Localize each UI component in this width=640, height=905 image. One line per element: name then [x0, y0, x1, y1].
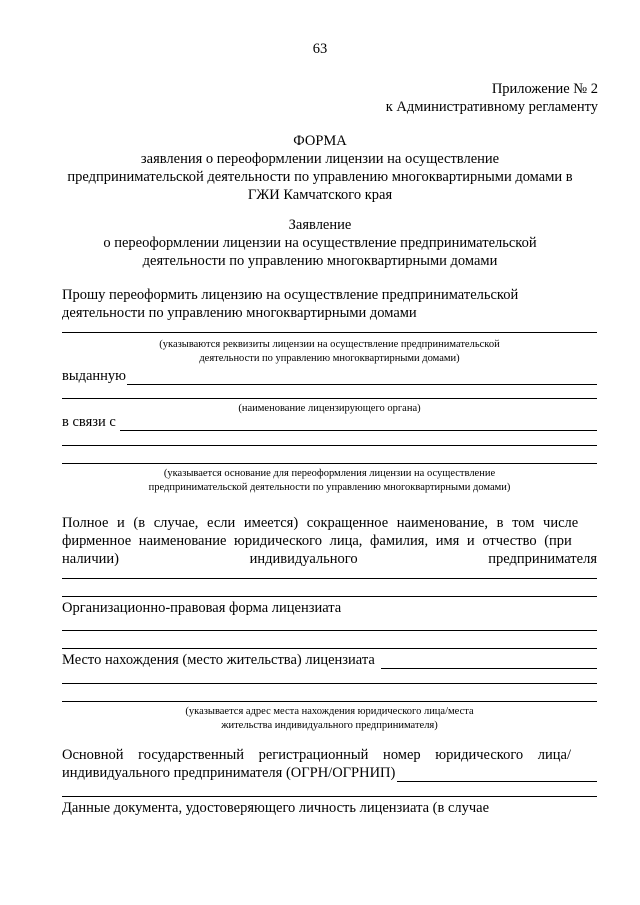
full-name-line-2 — [62, 532, 597, 550]
full-name-line-1 — [62, 514, 597, 532]
request-line-1: Прошу переоформить лицензию на осуществление предпринимательской — [62, 287, 519, 303]
issued-hint: (наименование лицензирующего органа) — [238, 403, 421, 414]
form-heading-line-1: заявления о переоформлении лицензии на осуществление — [140, 151, 500, 167]
form-heading-line-2: предпринимательской деятельности по управлению многоквартирными домами в — [67, 169, 573, 185]
application-heading-title: Заявление — [288, 217, 352, 233]
location-field-line-2[interactable] — [62, 683, 597, 684]
full-name-paragraph — [62, 514, 597, 568]
issued-label: выданную — [62, 368, 127, 384]
ogrn-row — [62, 764, 597, 782]
identity-label: Данные документа, удостоверяющего личность лицензиата (в случае — [62, 800, 490, 816]
reason-hint-line-2: предпринимательской деятельности по управлению многоквартирными домами) — [148, 482, 511, 493]
form-heading — [40, 132, 600, 204]
ogrn-field[interactable] — [397, 768, 597, 782]
request-line-2: деятельности по управлению многоквартирными домами — [62, 305, 417, 321]
license-details-hint-line-1: (указываются реквизиты лицензии на осуществление предпринимательской — [159, 339, 500, 350]
application-heading-line-1: о переоформлении лицензии на осуществление предпринимательской — [103, 235, 537, 251]
page-number: 63 — [312, 41, 328, 57]
reason-field[interactable] — [120, 417, 597, 431]
location-label: Место нахождения (место жительства) лицензиата — [62, 652, 375, 668]
form-heading-title: ФОРМА — [293, 133, 347, 149]
full-name-field-line-1[interactable] — [62, 578, 597, 579]
issued-field-extra[interactable] — [62, 398, 597, 399]
license-details-field[interactable] — [62, 332, 597, 333]
application-heading-line-2: деятельности по управлению многоквартирными домами — [142, 253, 498, 269]
form-heading-line-3: ГЖИ Камчатского края — [247, 187, 393, 203]
appendix-block — [386, 80, 598, 116]
request-text — [62, 286, 518, 322]
full-name-line-2-text: фирменное наименование юридического лица, фамилия, имя и отчество (при — [62, 533, 572, 549]
appendix-line-2: к Административному регламенту — [385, 99, 598, 115]
legal-form-field-line-2[interactable] — [62, 648, 597, 649]
full-name-word-2: индивидуального — [249, 551, 358, 567]
reason-hint — [62, 467, 597, 495]
issued-field[interactable] — [127, 371, 597, 385]
full-name-word-3: предпринимателя — [488, 551, 597, 567]
reason-field-line-2[interactable] — [62, 445, 597, 446]
full-name-line-1-text: Полное и (в случае, если имеется) сокращенное наименование, в том числе — [62, 515, 579, 531]
application-heading — [40, 216, 600, 270]
location-field-line-3[interactable] — [62, 701, 597, 702]
ogrn-block — [62, 746, 597, 782]
full-name-field-line-2[interactable] — [62, 596, 597, 597]
legal-form-field-line-1[interactable] — [62, 630, 597, 631]
ogrn-label: индивидуального предпринимателя (ОГРН/ОГРНИП) — [62, 765, 396, 781]
full-name-line-3 — [62, 550, 597, 568]
ogrn-line-1: Основной государственный регистрационный номер юридического лица/ — [62, 747, 572, 763]
license-details-hint — [62, 338, 597, 366]
location-field[interactable] — [381, 655, 597, 669]
reason-field-line-3[interactable] — [62, 463, 597, 464]
legal-form-label: Организационно-правовая форма лицензиата — [62, 600, 342, 616]
reason-label: в связи с — [62, 414, 116, 430]
license-details-hint-line-2: деятельности по управлению многоквартирными домами) — [199, 353, 460, 364]
issued-row — [62, 367, 597, 385]
appendix-line-1: Приложение № 2 — [491, 81, 598, 97]
reason-row — [62, 413, 597, 431]
reason-hint-line-1: (указывается основание для переоформления лицензии на осуществление — [163, 468, 496, 479]
ogrn-field-line-2[interactable] — [62, 796, 597, 797]
location-hint-line-2: жительства индивидуального предпринимателя) — [221, 720, 438, 731]
location-hint-line-1: (указывается адрес места нахождения юридического лица/места — [185, 706, 474, 717]
full-name-word-1: наличии) — [62, 551, 119, 567]
location-hint — [62, 705, 597, 733]
location-row — [62, 651, 597, 669]
